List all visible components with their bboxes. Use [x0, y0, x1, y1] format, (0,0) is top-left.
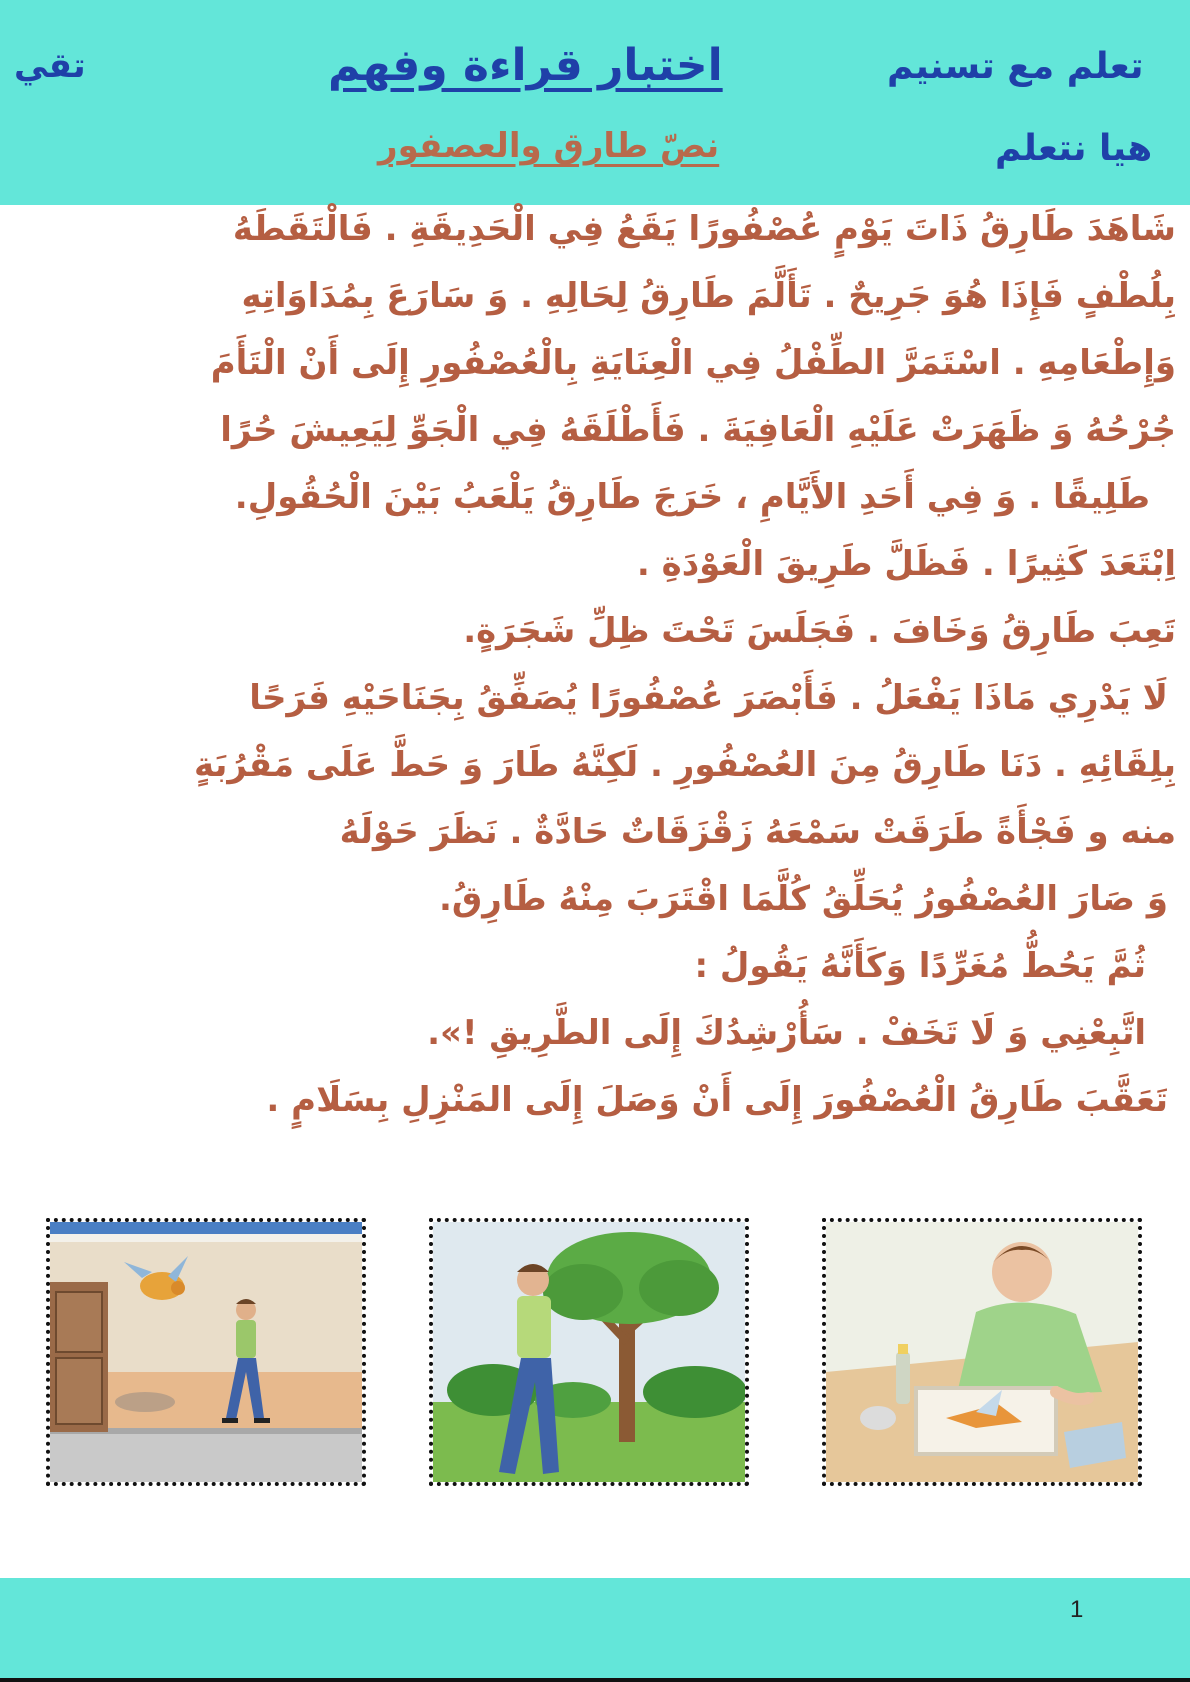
student-name: تقي	[14, 46, 86, 86]
story-line: لَا يَدْرِي مَاذَا يَفْعَلُ . فَأَبْصَرَ عُصْفُورًا يُصَفِّقُ بِجَنَاحَيْهِ فَرَحًا	[249, 678, 1168, 718]
boy-following-bird-illustration	[46, 1218, 366, 1486]
story-line: بِلِقَائِهِ . دَنَا طَارِقُ مِنَ العُصْفُورِ . لَكِنَّهُ طَارَ وَ حَطَّ عَلَى مَقْرُبَةٍ	[193, 745, 1176, 785]
boy-walking-in-park-illustration	[429, 1218, 749, 1486]
story-line: بِلُطْفٍ فَإِذَا هُوَ جَرِيحٌ . تَأَلَّمَ طَارِقُ لِحَالِهِ . وَ سَارَعَ بِمُدَاوَاتِهِ	[241, 276, 1176, 316]
story-line: منه و فَجْأَةً طَرَقَتْ سَمْعَهُ زَقْزَقَاتٌ حَادَّةٌ . نَظَرَ حَوْلَهُ	[339, 812, 1176, 852]
story-line: ثُمَّ يَحُطُّ مُغَرِّدًا وَكَأَنَّهُ يَقُولُ :	[694, 946, 1146, 986]
story-line: اتَّبِعْنِي وَ لَا تَخَفْ . سَأُرْشِدُكَ إِلَى الطَّرِيقِ !».	[427, 1013, 1146, 1053]
brand-label: تعلم مع تسنيم	[887, 46, 1144, 87]
page-number: 1	[1070, 1596, 1084, 1623]
story-line: جُرْحُهُ وَ ظَهَرَتْ عَلَيْهِ الْعَافِيَةَ . فَأَطْلَقَهُ فِي الْجَوِّ لِيَعِيشَ حُرًا	[220, 410, 1176, 450]
story-line: طَلِيقًا . وَ فِي أَحَدِ الأَيَّامِ ، خَرَجَ طَارِقُ يَلْعَبُ بَيْنَ الْحُقُولِ.	[234, 477, 1150, 517]
story-line: اِبْتَعَدَ كَثِيرًا . فَظَلَّ طَرِيقَ الْعَوْدَةِ .	[636, 544, 1176, 584]
header-band	[0, 0, 1190, 205]
story-line: تَعِبَ طَارِقُ وَخَافَ . فَجَلَسَ تَحْتَ ظِلِّ شَجَرَةٍ.	[463, 611, 1176, 651]
brand-tagline: هيا نتعلم	[995, 128, 1153, 169]
page-title: اختبار قراءة وفهم	[328, 40, 723, 91]
story-line: وَ صَارَ العُصْفُورُ يُحَلِّقُ كُلَّمَا اقْتَرَبَ مِنْهُ طَارِقُ.	[438, 879, 1168, 919]
story-title: نصّ طارق والعصفور	[378, 126, 720, 166]
story-line: تَعَقَّبَ طَارِقُ الْعُصْفُورَ إِلَى أَنْ وَصَلَ إِلَى المَنْزِلِ بِسَلَامٍ .	[266, 1080, 1168, 1120]
footer-band	[0, 1578, 1190, 1678]
bottom-rule	[0, 1678, 1190, 1682]
story-line: وَإِطْعَامِهِ . اسْتَمَرَّ الطِّفْلُ فِي الْعِنَايَةِ بِالْعُصْفُورِ إِلَى أَنْ الْتَأَمَ	[210, 343, 1176, 383]
story-line: شَاهَدَ طَارِقُ ذَاتَ يَوْمٍ عُصْفُورًا يَقَعُ فِي الْحَدِيقَةِ . فَالْتَقَطَهُ	[232, 209, 1176, 249]
boy-caring-for-bird-illustration	[822, 1218, 1142, 1486]
